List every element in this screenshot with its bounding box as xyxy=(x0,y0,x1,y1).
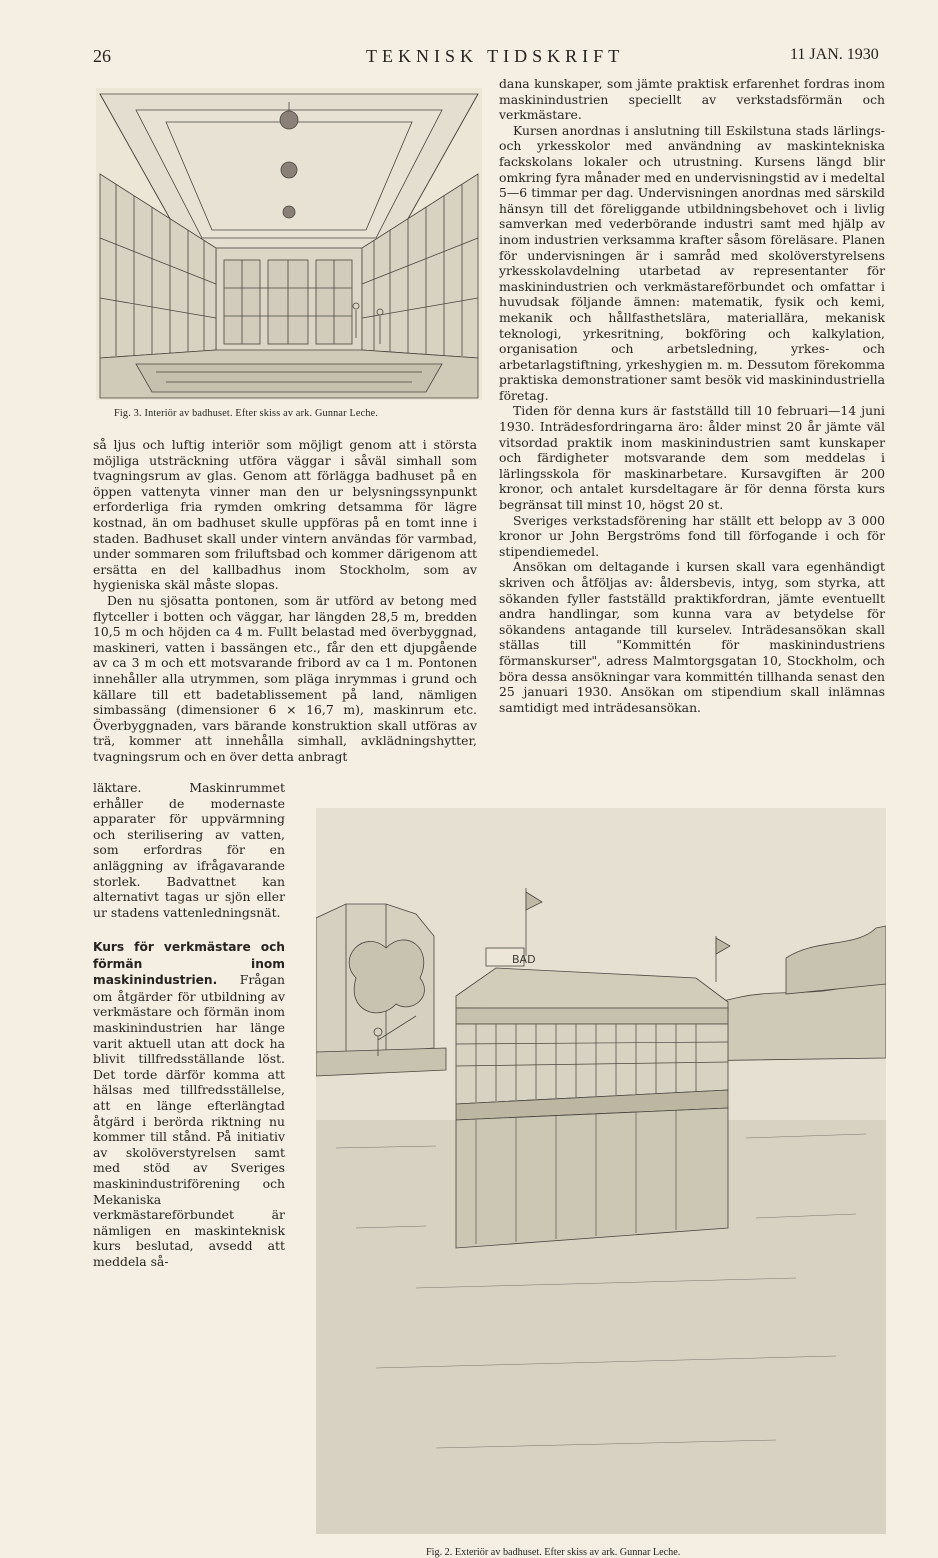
journal-title: TEKNISK TIDSKRIFT xyxy=(366,46,625,66)
page-number: 26 xyxy=(93,46,111,66)
right-column xyxy=(499,76,885,715)
fig2-exterior-sketch xyxy=(316,808,886,1534)
left-column-narrow xyxy=(93,780,285,920)
paragraph: dana kunskaper, som jämte praktisk erfarenhet fordras inom maskinindustrien speciellt av verkstadsförmän och verkmästare. xyxy=(499,76,885,123)
paragraph: Kursen anordnas i anslutning till Eskilstuna stads lärlings- och yrkesskolor med användning av maskintekniska fackskolans lokaler och utrustning. Kursens längd blir omkring fyra månader med en undervisningstid av i medeltal 5—6 timmar per dag. Undervisningen anordnas med särskild hänsyn till det föreliggande utbildningsbehovet och i livlig samverkan med vederbörande industri samt med hjälp av inom industrien verksamma krafter såsom föreläsare. Planen för undervisningen är i samråd med skolöverstyrelsens yrkesskolavdelning utarbetad av representanter för maskinindustrien och verkmästareförbundet och omfattar i huvudsak följande ämnen: matematik, fysik och kemi, mekanik och hållfasthetslära, materiallära, mekanisk teknologi, yrkesritning, bokföring och kalkylation, organisation och arbetsledning, yrkes- och arbetarlagstiftning, yrkeshygien m. m. Dessutom förekomma praktiska demonstrationer samt besök vid maskinindustriella företag. xyxy=(499,122,886,403)
paragraph: Frågan om åtgärder för utbildning av verkmästare och förmän inom maskinindustrien har länge varit aktuell utan att dock ha blivit tillfredsställande löst. Det torde därför komma att hälsas med tillfredsställelse, att en länge efterlängtad åtgärd i berörda riktning nu kommer till stånd. På initiativ av skolöverstyrelsen samt med stöd av Sveriges maskinindustriförening och Mekaniska verkmästareförbundet är nämligen en maskinteknisk kurs beslutad, avsedd att meddela så- xyxy=(93,972,285,1269)
fig2-caption: Fig. 2. Exteriör av badhuset. Efter skiss av ark. Gunnar Leche. xyxy=(426,1547,681,1558)
bad-sign-text: BAD xyxy=(512,953,536,966)
left-column-upper xyxy=(93,437,477,764)
paragraph: Tiden för denna kurs är fastställd till 10 februari—14 juni 1930. Inträdesfordringarna äro: ålder minst 20 år jämte väl vitsordad praktik inom maskinindustrien samt kunskaper och färdigheter motsvarande dem som meddelas i lärlingsskola för maskinarbetare. Kursavgiften är 200 kronor, och antalet kursdeltagare är för denna första kurs begränsat till minst 10, högst 20 st. xyxy=(499,403,885,513)
issue-date: 11 JAN. 1930 xyxy=(790,46,879,63)
paragraph: läktare. Maskinrummet erhåller de modernaste apparater för uppvärmning och sterilisering av vatten, som erfordras för en anläggning av ifrågavarande storlek. Badvattnet kan alternativt tagas ur sjön eller ur stadens vattenledningsnät. xyxy=(93,780,285,920)
paragraph: Den nu sjösatta pontonen, som är utförd av betong med flytceller i botten och väggar, har längden 28,5 m, bredden 10,5 m och höjden ca 4 m. Fullt belastad med överbyggnad, maskineri, vatten i bassängen etc., får den ett djupgående av ca 3 m och ett motsvarande fribord av ca 1 m. Pontonen innehåller alla utrymmen, som pläga inrymmas i grund och källare till ett badetablissement på land, nämligen simbassäng (dimensioner 6 × 16,7 m), maskinrum etc. Överbyggnaden, vars bärande konstruktion skall utföras av trä, kommer att innehålla simhall, avklädningshytter, tvagningsrum och en över detta anbragt xyxy=(93,592,477,764)
paragraph: Sveriges verkstadsförening har ställt ett belopp av 3 000 kronor ur John Bergströms fond till förfogande i och för stipendiemedel. xyxy=(499,512,885,559)
fig3-interior-sketch xyxy=(96,88,482,400)
paragraph: Ansökan om deltagande i kursen skall vara egenhändigt skriven och åtföljas av: åldersbevis, intyg, som styrka, att sökanden fyller fastställd praktikfordran, jämte eventuellt andra handlingar, som kunna vara av betydelse för sökandens antagande till kurselev. Inträdesansökan skall ställas till "Kommittén för maskinindustriens förmanskurser", adress Malmtorgsgatan 10, Stockholm, och böra dessa ansökningar vara kommittén tillhanda senast den 25 januari 1930. Ansökan om stipendium skall inlämnas samtidigt med inträdesansökan. xyxy=(499,559,885,715)
paragraph: så ljus och luftig interiör som möjligt genom att i största möjliga utsträckning utföra väggar i såväl simhall som tvagningsrum av glas. Genom att förlägga badhuset på en öppen vattenyta vinner man den ur belysningssynpunkt erforderliga fria rymden omkring detsamma för lägre kostnad, än om badhuset skulle uppföras på en tomt inne i staden. Badhuset skall under vintern användas för varmbad, under sommaren som friluftsbad och kommer därigenom att ersätta en del kallbadhus inom Stockholm, som av hygieniska skäl måste slopas. xyxy=(93,437,477,593)
section-kurs xyxy=(93,939,285,1269)
fig3-caption: Fig. 3. Interiör av badhuset. Efter skiss av ark. Gunnar Leche. xyxy=(114,408,379,419)
section-heading: Kurs för verkmästare och förmän inom maskinindustrien. xyxy=(93,940,285,988)
